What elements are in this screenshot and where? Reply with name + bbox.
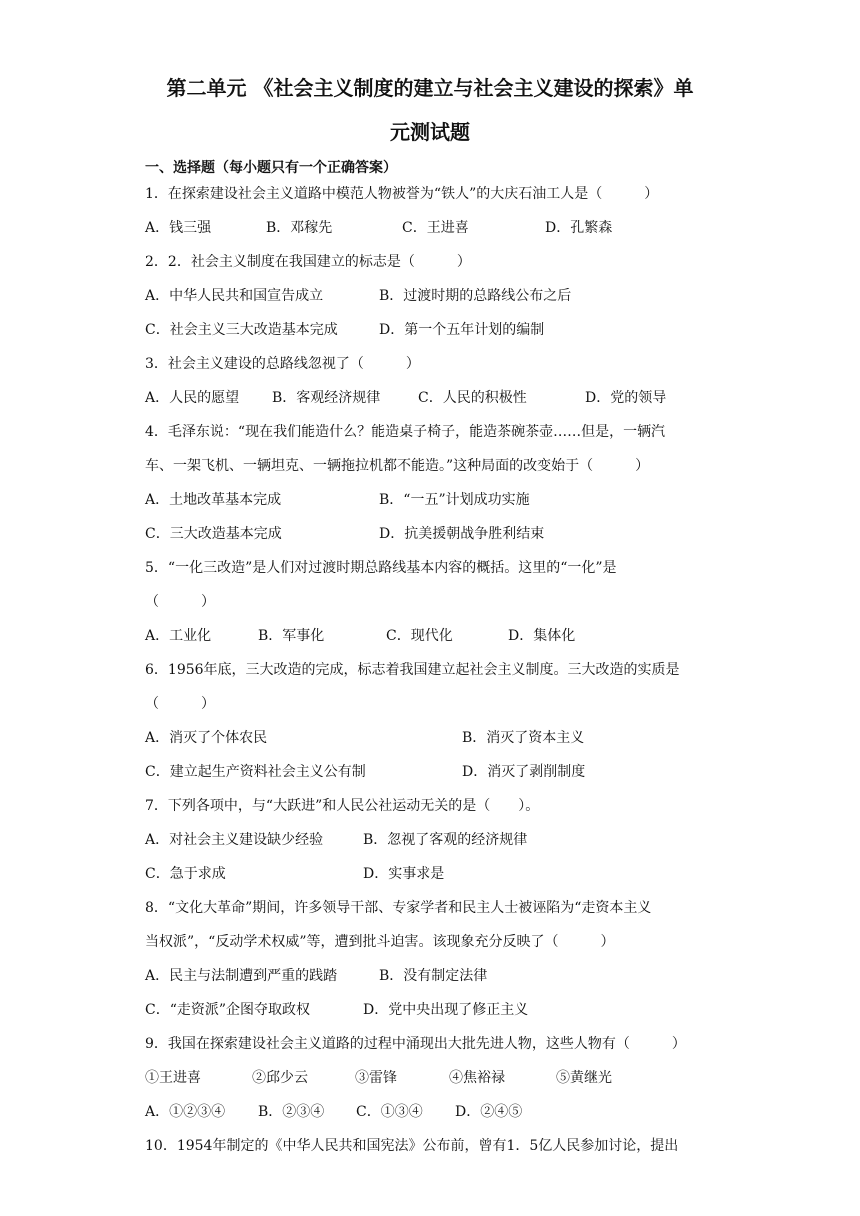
question-2-option-d: D．第一个五年计划的编制 [379, 322, 545, 338]
question-9-stem: 9．我国在探索建设社会主义道路的过程中涌现出大批先进人物，这些人物有（ ） [145, 1036, 686, 1052]
question-9-item-5: ⑤黄继光 [556, 1070, 612, 1086]
question-9-item-1: ①王进喜 [145, 1070, 201, 1086]
question-8-option-a: A．民主与法制遭到严重的践踏 [145, 968, 338, 984]
question-7-option-d: D．实事求是 [363, 866, 445, 882]
question-8-stem-line-2: 当权派”，“反动学术权威”等，遭到批斗迫害。该现象充分反映了（ ） [145, 934, 615, 950]
question-4-option-a: A．土地改革基本完成 [145, 492, 282, 508]
question-1-option-c: C．王进喜 [402, 220, 469, 236]
question-2-option-a: A．中华人民共和国宣告成立 [145, 288, 324, 304]
question-6-option-d: D．消灭了剥削制度 [462, 764, 586, 780]
question-6-option-a: A．消灭了个体农民 [145, 730, 268, 746]
question-4-option-b: B．“一五”计划成功实施 [379, 492, 530, 508]
question-10-stem: 10．1954年制定的《中华人民共和国宪法》公布前，曾有1．5亿人民参加讨论，提出 [145, 1138, 679, 1154]
question-6-option-c: C．建立起生产资料社会主义公有制 [145, 764, 366, 780]
question-7-option-b: B．忽视了客观的经济规律 [363, 832, 528, 848]
question-1-stem: 1．在探索建设社会主义道路中模范人物被誉为“铁人”的大庆石油工人是（ ） [145, 186, 659, 202]
question-9-option-c: C．①③④ [356, 1104, 423, 1120]
question-9-item-4: ④焦裕禄 [449, 1070, 505, 1086]
question-8-option-d: D．党中央出现了修正主义 [363, 1002, 529, 1018]
question-1-option-a: A．钱三强 [145, 220, 212, 236]
question-4-option-d: D．抗美援朝战争胜利结束 [379, 526, 545, 542]
question-5-option-b: B．军事化 [258, 628, 325, 644]
question-5-option-c: C．现代化 [386, 628, 453, 644]
question-1-option-d: D．孔繁森 [545, 220, 613, 236]
section-heading: 一、选择题（每小题只有一个正确答案） [145, 160, 397, 176]
question-3-option-a: A．人民的愿望 [145, 390, 240, 406]
question-6-stem-line-1: 6．1956年底，三大改造的完成，标志着我国建立起社会主义制度。三大改造的实质是 [145, 662, 680, 678]
question-8-stem-line-1: 8．“文化大革命”期间，许多领导干部、专家学者和民主人士被诬陷为“走资本主义 [145, 900, 652, 916]
question-5-option-a: A．工业化 [145, 628, 212, 644]
question-3-option-d: D．党的领导 [585, 390, 667, 406]
question-6-option-b: B．消灭了资本主义 [462, 730, 585, 746]
question-4-stem-line-2: 车、一架飞机、一辆坦克、一辆拖拉机都不能造。”这种局面的改变始于（ ） [145, 458, 650, 474]
question-3-option-b: B．客观经济规律 [272, 390, 381, 406]
document-title-line-1: 第二单元 《社会主义制度的建立与社会主义建设的探索》单 [166, 76, 694, 100]
question-7-option-a: A．对社会主义建设缺少经验 [145, 832, 324, 848]
question-9-option-b: B．②③④ [258, 1104, 325, 1120]
question-1-option-b: B．邓稼先 [266, 220, 333, 236]
question-8-option-b: B．没有制定法律 [379, 968, 488, 984]
question-7-option-c: C．急于求成 [145, 866, 226, 882]
question-5-option-d: D．集体化 [508, 628, 576, 644]
document-title-line-2: 元测试题 [390, 120, 470, 144]
question-4-option-c: C．三大改造基本完成 [145, 526, 282, 542]
question-6-stem-line-2: （ ） [145, 696, 215, 712]
question-5-stem-line-2: （ ） [145, 594, 215, 610]
question-2-stem: 2．2．社会主义制度在我国建立的标志是（ ） [145, 254, 471, 270]
question-2-option-c: C．社会主义三大改造基本完成 [145, 322, 338, 338]
question-8-option-c: C．“走资派”企图夺取政权 [145, 1002, 311, 1018]
question-3-stem: 3．社会主义建设的总路线忽视了（ ） [145, 356, 420, 372]
question-9-item-2: ②邱少云 [252, 1070, 308, 1086]
question-3-option-c: C．人民的积极性 [418, 390, 527, 406]
question-5-stem-line-1: 5．“一化三改造”是人们对过渡时期总路线基本内容的概括。这里的“一化”是 [145, 560, 617, 576]
question-9-item-3: ③雷锋 [355, 1070, 397, 1086]
question-2-option-b: B．过渡时期的总路线公布之后 [379, 288, 572, 304]
question-4-stem-line-1: 4．毛泽东说：“现在我们能造什么？能造桌子椅子，能造茶碗茶壶……但是，一辆汽 [145, 424, 666, 440]
question-7-stem: 7．下列各项中，与“大跃进”和人民公社运动无关的是（ ）。 [145, 798, 540, 814]
question-9-option-a: A．①②③④ [145, 1104, 226, 1120]
question-9-option-d: D．②④⑤ [455, 1104, 523, 1120]
